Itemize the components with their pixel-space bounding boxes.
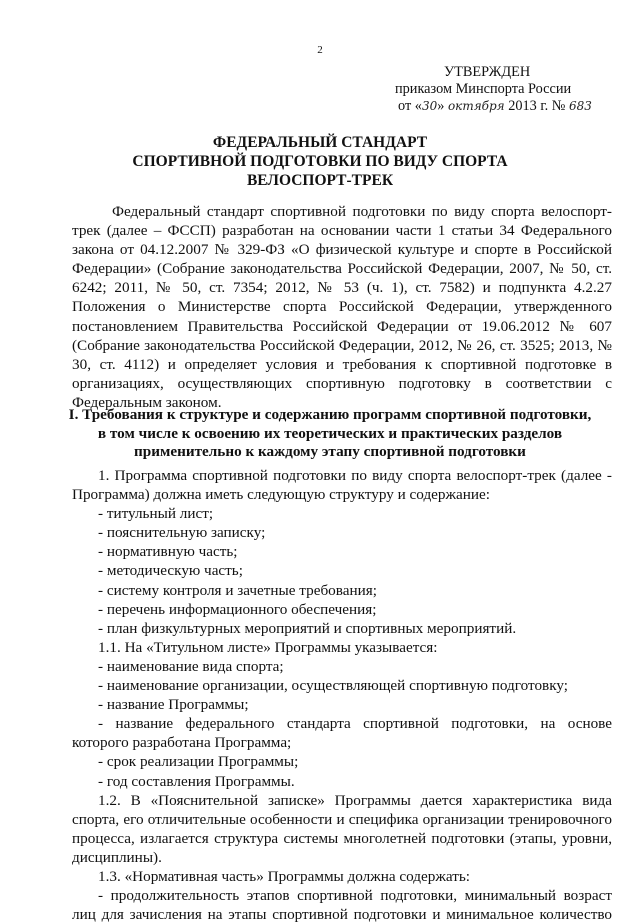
handwritten-order-number: 683: [569, 99, 592, 113]
list-item: - систему контроля и зачетные требования;: [98, 581, 377, 599]
list-item: - титульный лист;: [98, 505, 214, 523]
handwritten-month: октября: [447, 99, 505, 113]
list-item-last-cont: лиц для зачисления на этапы спортивной подготовки и минимальное количество: [72, 906, 612, 924]
content-block: [72, 466, 612, 924]
list-item-fed-standard: - название федерального стандарта спортивной подготовки, на основе: [98, 715, 612, 733]
list-item: - план физкультурных мероприятий и спортивных мероприятий.: [98, 619, 517, 637]
section-heading-line-2: в том числе к освоению их теоретических и практических разделов: [97, 424, 563, 442]
list-item: - срок реализации Программы;: [98, 753, 299, 771]
approval-order: приказом Минспорта России: [395, 81, 572, 97]
date-year: 2013 г. №: [504, 98, 566, 114]
title-line-1: ФЕДЕРАЛЬНЫЙ СТАНДАРТ: [212, 134, 428, 151]
page-number: 2: [317, 44, 323, 56]
document-title: [0, 133, 640, 190]
intro-block: [72, 202, 612, 412]
list-item: - пояснительную записку;: [98, 524, 266, 542]
intro-paragraph: Федеральный стандарт спортивной подготовки по виду спорта велоспорт-трек (далее – ФССП) разработан на основании части 1 статьи 34 Федерального закона от 04.12.2007 № 329-ФЗ «О физической культуре и спорте в Российской Федерации» (Собрание законодательства Российской Федерации, 2007, № 50, ст. 6242; 2011, № 50, ст. 7354; 2012, № 53 (ч. 1), ст. 7582) и подпункта 4.2.27 Положения о Министерстве спорта Российской Федерации, утвержденного постановлением Правительства Российской Федерации от 19.06.2012 № 607 (Собрание законодательства Российской Федерации, 2012, № 26, ст. 3525; 2013, № 30, ст. 4112) и определяет условия и требования к спортивной подготовке в организациях, осуществляющих спортивную подготовку в соответствии с Федеральным законом.: [72, 203, 612, 411]
list-item: - наименование вида спорта;: [98, 657, 284, 675]
list-item-fed-standard-cont: которого разработана Программа;: [72, 734, 292, 752]
title-line-3: ВЕЛОСПОРТ-ТРЕК: [246, 172, 394, 189]
section-heading-line-3: применительно к каждому этапу спортивной подготовки: [134, 443, 526, 460]
approval-date: [390, 98, 635, 115]
list-item: - название Программы;: [98, 696, 249, 714]
approval-title: УТВЕРЖДЕН: [444, 64, 531, 80]
paragraph-1-1: 1.1. На «Титульном листе» Программы указывается:: [98, 638, 438, 656]
date-mid: »: [437, 98, 445, 114]
paragraph-1-2: 1.2. В «Пояснительной записке» Программы дается характеристика вида спорта, его отличительные особенности и специфика организации тренировочного процесса, излагается структура системы многолетней подготовки (этапы, уровни, дисциплины).: [72, 791, 612, 866]
list-item: - нормативную часть;: [98, 543, 238, 561]
list-item: - год составления Программы.: [98, 772, 295, 790]
section-heading-line-1: I. Требования к структуре и содержанию программ спортивной подготовки,: [68, 406, 592, 423]
list-item: - наименование организации, осуществляющей спортивную подготовку;: [98, 677, 568, 695]
paragraph-1: 1. Программа спортивной подготовки по виду спорта велоспорт-трек (далее - Программа) должна иметь следующую структуру и содержание:: [72, 467, 612, 504]
list-item: - методическую часть;: [98, 562, 243, 580]
date-prefix: от «: [398, 98, 422, 114]
list-item-last: - продолжительность этапов спортивной подготовки, минимальный возраст: [98, 887, 612, 905]
approval-block: [390, 64, 635, 115]
handwritten-day: 30: [421, 99, 438, 113]
title-line-2: СПОРТИВНОЙ ПОДГОТОВКИ ПО ВИДУ СПОРТА: [132, 153, 508, 170]
section-heading: [60, 406, 600, 462]
list-item: - перечень информационного обеспечения;: [98, 600, 377, 618]
paragraph-1-3: 1.3. «Нормативная часть» Программы должна содержать:: [98, 867, 470, 885]
